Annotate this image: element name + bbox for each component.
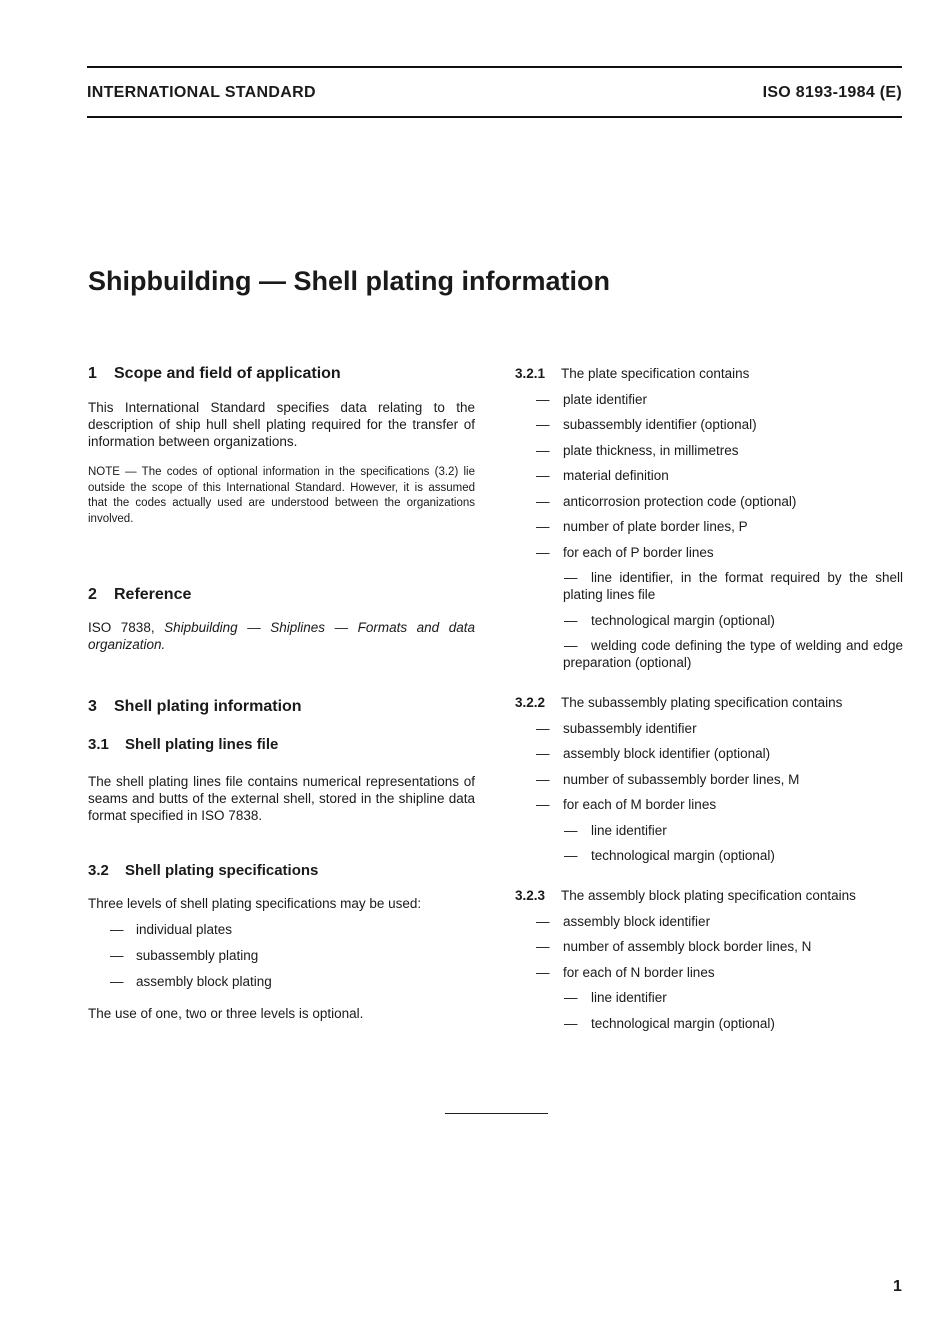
header-bottom-rule	[87, 116, 902, 118]
section-3-heading	[88, 698, 475, 715]
page-number: 1	[893, 1278, 902, 1295]
dash: —	[110, 974, 124, 989]
list-item: — assembly block identifier (optional)	[536, 746, 771, 761]
section-2-heading	[88, 586, 475, 603]
section-1-note: NOTE — The codes of optional information in the specifications (3.2) lie outside the scope of this International Standard. However, it is assumed that the codes actually used are understood between the organizations involved.	[88, 466, 475, 525]
list-item: — for each of N border lines	[536, 964, 715, 980]
section-title: Shell plating specifications	[125, 862, 319, 879]
section-number: 3	[88, 698, 97, 715]
clause-number: 3.2.3	[515, 888, 546, 903]
dash: —	[110, 922, 124, 937]
clause-intro: The subassembly plating specification contains	[561, 695, 843, 710]
clause-intro: The assembly block plating specification contains	[561, 888, 856, 903]
section-number: 3.1	[88, 736, 109, 753]
list-item: — material definition	[536, 468, 669, 483]
section-title: Reference	[114, 586, 192, 603]
list-item: — for each of M border lines	[536, 797, 717, 812]
reference-entry	[88, 619, 475, 653]
reference-title: Shipbuilding — Shiplines — Formats and data organization.	[88, 620, 475, 652]
section-title: Scope and field of application	[114, 365, 341, 382]
section-number: 2	[88, 586, 97, 603]
section-1-heading	[88, 365, 475, 382]
sub-list-item: — line identifier	[564, 822, 667, 838]
sub-list-item: — technological margin (optional)	[564, 1015, 775, 1031]
list-item: — subassembly plating	[110, 948, 259, 963]
section-title: Shell plating information	[114, 698, 302, 715]
section-3-2-intro: Three levels of shell plating specifications may be used:	[88, 896, 422, 911]
end-of-text-rule	[445, 1113, 548, 1114]
header-left: INTERNATIONAL STANDARD	[87, 84, 316, 101]
list-item: — assembly block plating	[110, 974, 272, 989]
left-column	[88, 365, 475, 1022]
clause-number: 3.2.2	[515, 695, 546, 710]
list-item: — plate identifier	[536, 391, 648, 407]
section-3-1-heading	[88, 736, 475, 753]
list-item: — number of subassembly border lines, M	[536, 771, 800, 787]
section-title: Shell plating lines file	[125, 736, 279, 753]
list-item: — subassembly identifier (optional)	[536, 417, 757, 432]
section-3-2-outro: The use of one, two or three levels is optional.	[88, 1006, 364, 1021]
list-item: — for each of P border lines	[536, 544, 714, 560]
right-column	[515, 365, 903, 1040]
page-title: Shipbuilding — Shell plating information	[88, 266, 610, 296]
section-1-body: This International Standard specifies data relating to the description of ship hull shell plating required for the transfer of information between organizations.	[88, 400, 475, 449]
clause-number: 3.2.1	[515, 366, 546, 381]
sub-list-item: — technological margin (optional)	[564, 612, 775, 628]
clause-3-2-3	[515, 887, 903, 904]
sub-list-item: — welding code defining the type of welding and edge preparation (optional)	[563, 638, 903, 670]
header-top-rule	[87, 66, 902, 68]
list-item: — number of plate border lines, P	[536, 519, 748, 534]
header-right: ISO 8193-1984 (E)	[762, 84, 902, 101]
list-item: — number of assembly block border lines, N	[536, 939, 812, 954]
clause-3-2-1	[515, 365, 903, 382]
section-number: 3.2	[88, 862, 109, 879]
list-item: — subassembly identifier	[536, 720, 697, 736]
reference-code: ISO 7838,	[88, 620, 155, 635]
list-item: — individual plates	[110, 922, 233, 937]
list-item: — assembly block identifier	[536, 913, 711, 929]
section-number: 1	[88, 365, 97, 382]
section-3-1-body: The shell plating lines file contains numerical representations of seams and butts of the external shell, stored in the shipline data format specified in ISO 7838.	[88, 774, 475, 823]
sub-list-item: — technological margin (optional)	[564, 848, 775, 863]
list-item: — anticorrosion protection code (optional)	[536, 493, 797, 509]
clause-3-2-2	[515, 694, 903, 711]
list-item: — plate thickness, in millimetres	[536, 442, 739, 458]
sub-list-item: — line identifier, in the format required by the shell plating lines file	[563, 570, 903, 602]
section-3-2-heading	[88, 862, 475, 879]
dash: —	[110, 948, 124, 963]
sub-list-item: — line identifier	[564, 990, 667, 1005]
clause-intro: The plate specification contains	[561, 366, 750, 381]
